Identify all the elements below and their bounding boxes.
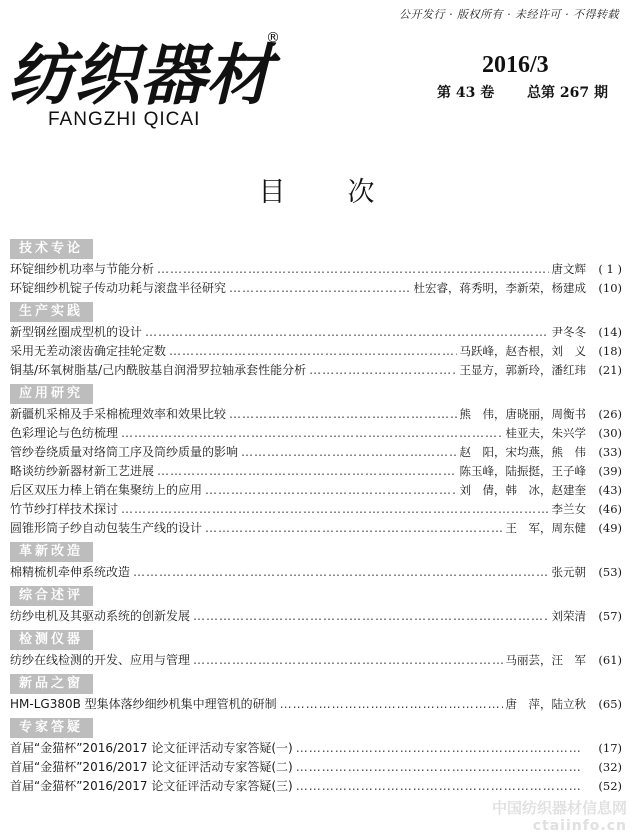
article-title: HM-LG380B 型集体落纱细纱机集中理管机的研制: [10, 697, 277, 711]
dot-leader: [296, 739, 583, 758]
page-number: (65): [598, 697, 622, 711]
page-number: (61): [598, 653, 622, 667]
article-title: 首届“金猫杯”2016/2017 论文征评活动专家答疑(三): [10, 779, 293, 793]
article-title: 圆锥形筒子纱自动包装生产线的设计: [10, 521, 203, 535]
toc-title: 目次: [258, 177, 437, 208]
journal-logo-calligraphy: [8, 26, 288, 116]
dot-leader: [296, 777, 583, 796]
article-title: 铜基/环氧树脂基/己内酰胺基自润滑罗拉轴承套性能分析: [10, 363, 307, 377]
dot-leader: [193, 607, 548, 626]
article-authors: 桂亚夫，朱兴学: [505, 426, 586, 440]
article-authors: 刘 倩，韩 冰，赵建奎: [459, 483, 586, 497]
article-authors: 陈玉峰，陆振挺，王子峰: [459, 464, 586, 478]
article-title: 略谈纺纱新器材新工艺进展: [10, 464, 155, 478]
article-authors: 唐 萍，陆立秋: [505, 697, 586, 711]
article-authors: 马跃峰，赵杏根，刘 义: [459, 344, 586, 358]
section-header: 新品之窗: [10, 674, 93, 694]
toc-entry: [10, 758, 622, 777]
section-header: 检测仪器: [10, 630, 93, 650]
article-authors: 张元朝: [551, 565, 586, 579]
issue-date: 2016/3: [482, 52, 549, 78]
toc-section: [10, 628, 622, 670]
toc-entry: [10, 519, 622, 538]
article-authors: 王 军，周东健: [505, 521, 586, 535]
table-of-contents: [10, 237, 622, 798]
section-header: 革新改造: [10, 542, 93, 562]
copyright-notice: 公开发行 · 版权所有 · 未经许可 · 不得转载: [399, 8, 619, 21]
page-number: (43): [598, 483, 622, 497]
page-number: (49): [598, 521, 622, 535]
dot-leader: [309, 361, 456, 380]
section-header: 综合述评: [10, 586, 93, 606]
article-authors: 李兰女: [551, 502, 586, 516]
article-title: 环锭细纱机锭子传动功耗与滚盘半径研究: [10, 281, 227, 295]
volume-number: 第 43 卷: [437, 85, 495, 101]
dot-leader: [280, 695, 503, 714]
toc-entry: [10, 777, 622, 796]
toc-section: [10, 672, 622, 714]
page-number: (10): [598, 281, 622, 295]
article-title: 竹节纱打样技术探讨: [10, 502, 119, 516]
journal-logo: [8, 26, 288, 116]
site-watermark: [492, 797, 627, 834]
watermark-site-url: ctaiinfo.cn: [532, 818, 627, 834]
article-title: 首届“金猫杯”2016/2017 论文征评活动专家答疑(二): [10, 760, 293, 774]
toc-section: [10, 237, 622, 298]
page-number: (39): [598, 464, 622, 478]
toc-entry: [10, 607, 622, 626]
article-title: 采用无差动滚齿确定挂轮定数: [10, 344, 167, 358]
toc-section: [10, 716, 622, 796]
journal-logo-pinyin: FANGZHI QICAI: [48, 109, 201, 130]
page-number: (14): [598, 325, 622, 339]
article-authors: 熊 伟，唐晓丽，周衡书: [459, 407, 586, 421]
toc-entry: [10, 405, 622, 424]
article-authors: 王显方，郭新玲，潘红玮: [459, 363, 586, 377]
logo-cn-text: 纺织器材: [8, 36, 272, 114]
article-authors: 刘荣清: [551, 609, 586, 623]
toc-entry: [10, 500, 622, 519]
dot-leader: [157, 260, 548, 279]
page-number: (26): [598, 407, 622, 421]
page-number: (17): [598, 741, 622, 755]
total-issue-number: 总第 267 期: [527, 85, 608, 101]
dot-leader: [121, 500, 548, 519]
page-number: ( 1 ): [598, 262, 622, 276]
article-title: 棉精梳机牵伸系统改造: [10, 565, 131, 579]
dot-leader: [157, 462, 456, 481]
dot-leader: [193, 651, 502, 670]
article-authors: 尹冬冬: [551, 325, 586, 339]
article-title: 管纱卷绕质量对络筒工序及筒纱质量的影响: [10, 445, 239, 459]
page-number: (57): [598, 609, 622, 623]
dot-leader: [133, 563, 548, 582]
page-number: (32): [598, 760, 622, 774]
article-title: 新疆机采棉及手采棉梳理效率和效果比较: [10, 407, 227, 421]
watermark-site-name: 中国纺织器材信息网: [491, 799, 627, 817]
article-title: 新型钢丝圈成型机的设计: [10, 325, 143, 339]
toc-entry: [10, 443, 622, 462]
section-header: 应用研究: [10, 384, 93, 404]
article-title: 纺纱电机及其驱动系统的创新发展: [10, 609, 191, 623]
page-number: (21): [598, 363, 622, 377]
toc-entry: [10, 279, 622, 298]
toc-entry: [10, 260, 622, 279]
toc-entry: [10, 424, 622, 443]
article-title: 后区双压力棒上销在集聚纺上的应用: [10, 483, 203, 497]
dot-leader: [205, 481, 456, 500]
toc-entry: [10, 739, 622, 758]
toc-entry: [10, 323, 622, 342]
dot-leader: [169, 342, 456, 361]
dot-leader: [121, 424, 502, 443]
section-header: 专家答疑: [10, 718, 93, 738]
article-authors: 马丽芸，汪 军: [505, 653, 586, 667]
toc-entry: [10, 462, 622, 481]
page-number: (53): [598, 565, 622, 579]
page-number: (46): [598, 502, 622, 516]
article-title: 首届“金猫杯”2016/2017 论文征评活动专家答疑(一): [10, 741, 293, 755]
page-number: (30): [598, 426, 622, 440]
article-authors: 唐文辉: [551, 262, 586, 276]
dot-leader: [296, 758, 583, 777]
toc-section: [10, 382, 622, 538]
dot-leader: [145, 323, 548, 342]
section-header: 生产实践: [10, 302, 93, 322]
toc-entry: [10, 695, 622, 714]
toc-entry: [10, 481, 622, 500]
registered-mark: ®: [266, 30, 280, 46]
article-authors: 杜宏睿，蒋秀明，李新荣，杨建成: [413, 281, 586, 295]
toc-section: [10, 584, 622, 626]
section-header: 技术专论: [10, 239, 93, 259]
dot-leader: [241, 443, 456, 462]
dot-leader: [205, 519, 502, 538]
article-title: 纺纱在线检测的开发、应用与管理: [10, 653, 191, 667]
toc-section: [10, 300, 622, 380]
dot-leader: [229, 405, 456, 424]
page-number: (33): [598, 445, 622, 459]
page-number: (18): [598, 344, 622, 358]
article-title: 色彩理论与色纺梳理: [10, 426, 119, 440]
toc-section: [10, 540, 622, 582]
toc-entry: [10, 342, 622, 361]
dot-leader: [229, 279, 410, 298]
toc-entry: [10, 563, 622, 582]
page-number: (52): [598, 779, 622, 793]
article-authors: 赵 阳，宋均燕，熊 伟: [459, 445, 586, 459]
article-title: 环锭细纱机功率与节能分析: [10, 262, 155, 276]
toc-entry: [10, 651, 622, 670]
toc-entry: [10, 361, 622, 380]
